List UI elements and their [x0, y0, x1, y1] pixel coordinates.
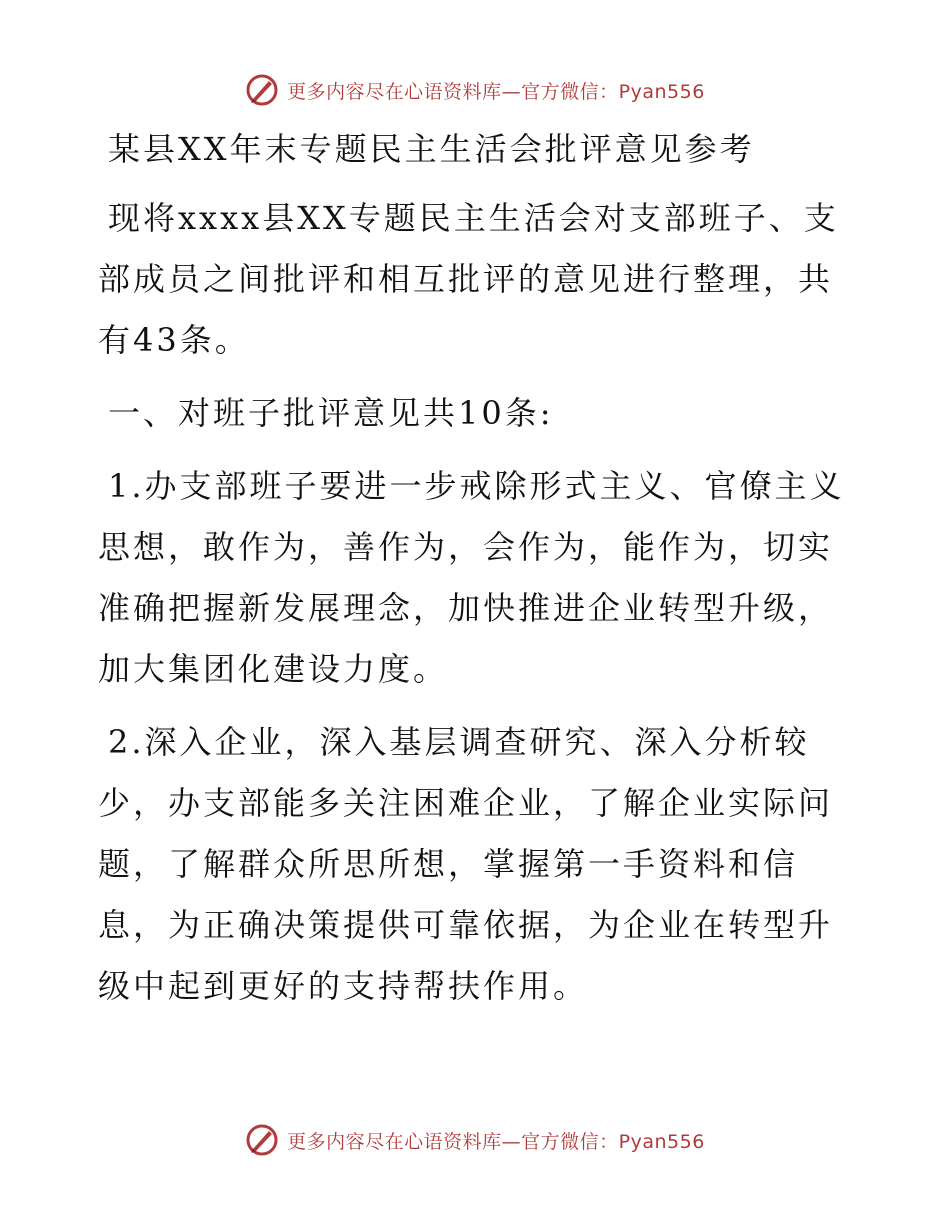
header-banner [0, 70, 950, 110]
footer-banner [0, 1120, 950, 1160]
banner-text: 更多内容尽在心语资料库—官方微信：Pyan556 [287, 80, 705, 103]
document-body [98, 122, 858, 1029]
document-title: 某县XX年末专题民主生活会批评意见参考 [108, 130, 755, 168]
list-item: 1.办支部班子要进一步戒除形式主义、官僚主义思想，敢作为，善作为，会作为，能作为，切实准确把握新发展理念，加快推进企业转型升级，加大集团化建设力度。 [98, 467, 845, 688]
banner-text: 更多内容尽在心语资料库—官方微信：Pyan556 [287, 1130, 705, 1153]
pen-logo-icon [245, 73, 279, 107]
pen-logo-icon [245, 1123, 279, 1157]
intro-paragraph: 现将xxxx县XX专题民主生活会对支部班子、支部成员之间批评和相互批评的意见进行整理，共有43条。 [98, 199, 839, 359]
section-heading: 一、对班子批评意见共10条: [108, 394, 554, 432]
list-item: 2.深入企业，深入基层调查研究、深入分析较少，办支部能多关注困难企业，了解企业实际问题，了解群众所思所想，掌握第一手资料和信息，为正确决策提供可靠依据，为企业在转型升级中起到更好的支持帮扶作用。 [98, 723, 834, 1005]
